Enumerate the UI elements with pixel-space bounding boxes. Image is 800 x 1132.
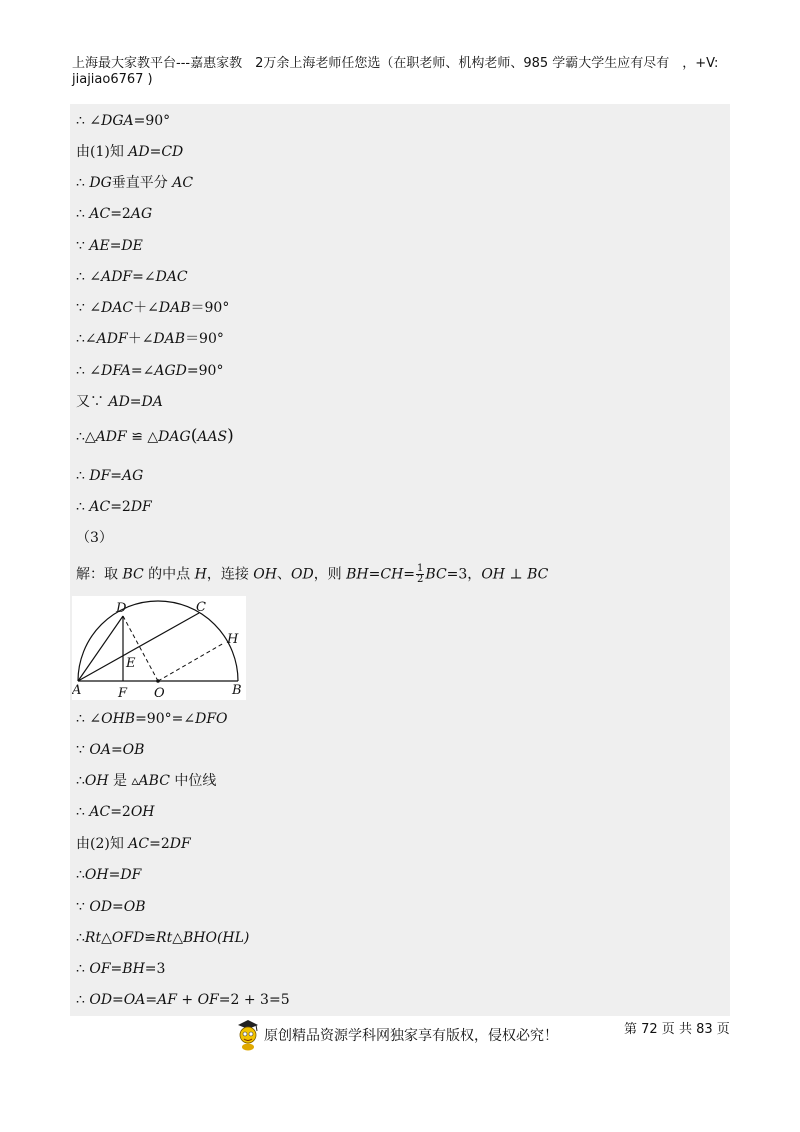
label-E: E	[126, 656, 136, 671]
text: ∴	[76, 773, 85, 789]
label-B: B	[232, 683, 242, 698]
proof-line	[76, 991, 290, 1009]
text: (	[190, 426, 198, 446]
proof-line	[76, 835, 191, 853]
text: 的中点	[143, 566, 195, 583]
math: BC	[527, 566, 549, 583]
fraction-numerator: 1	[417, 563, 424, 574]
text: ∴	[76, 992, 90, 1008]
text: ∴	[76, 468, 90, 484]
proof-line	[76, 143, 183, 161]
text: ∴	[76, 331, 85, 347]
proof-line	[76, 268, 188, 286]
text: 又∵	[76, 394, 109, 410]
math: OD=OA=AF	[89, 992, 177, 1008]
proof-line	[76, 710, 228, 728]
math: BC	[122, 566, 144, 583]
math: AC	[89, 206, 111, 222]
text: 由(2)知	[76, 836, 129, 852]
proof-line	[76, 741, 144, 759]
math: ∠DFO	[183, 711, 228, 727]
text: 是 ▵	[108, 773, 139, 789]
math: DG	[89, 175, 112, 191]
text: =2	[149, 836, 170, 852]
math: AC	[128, 836, 150, 852]
proof-line	[76, 362, 223, 380]
text: ＝90°	[185, 331, 224, 347]
math: OH	[481, 566, 505, 583]
header-line-2: jiajiao6767 )	[72, 72, 153, 87]
math: ∠DAB	[141, 331, 186, 347]
math: BHO(HL)	[182, 930, 250, 946]
text: ∴	[76, 930, 85, 946]
text: △	[172, 930, 183, 946]
math: AC	[172, 175, 194, 191]
graduate-mascot-icon	[236, 1019, 260, 1051]
text: ，连接	[206, 566, 254, 583]
copyright-text: 原创精品资源学科网独家享有版权，侵权必究！	[264, 1028, 558, 1044]
copyright-notice	[236, 1018, 558, 1052]
math: AD=DA	[108, 394, 163, 410]
text: ∵	[76, 742, 90, 758]
solution-content	[70, 104, 730, 1016]
text: 由(1)知	[76, 144, 129, 160]
text: △	[101, 930, 112, 946]
header-line-1: 上海最大家教平台---嘉惠家教 2万余上海老师任您选（在职老师、机构老师、985 学霸大学生应有尽有 ，+V:	[72, 56, 719, 71]
proof-line	[76, 803, 155, 821]
text: （3）	[76, 530, 113, 546]
proof-line	[76, 929, 249, 947]
label-C: C	[196, 600, 206, 615]
math: DAG	[158, 429, 191, 445]
math: ADF	[95, 429, 127, 445]
math: AC	[89, 804, 111, 820]
math: AE=DE	[89, 238, 143, 254]
text: ⊥	[505, 566, 528, 583]
math: OD	[290, 566, 314, 583]
semicircle-diagram	[72, 596, 246, 700]
segment-AC	[78, 613, 199, 681]
page-header	[72, 56, 732, 88]
dashed-OH	[158, 643, 224, 681]
text: ＋	[133, 300, 148, 316]
math: AAS	[197, 429, 228, 445]
proof-line	[76, 960, 165, 978]
solution-line	[76, 564, 548, 585]
math: OH	[253, 566, 277, 583]
math: OH	[130, 804, 155, 820]
proof-line	[76, 299, 229, 317]
text: ∴	[76, 175, 90, 191]
text: ∵	[76, 300, 90, 316]
math: ABC	[138, 773, 170, 789]
math: Rt	[156, 930, 173, 946]
fraction-one-half	[416, 564, 424, 585]
math: OH	[84, 773, 109, 789]
math: DF	[130, 499, 152, 515]
text: ∴	[76, 269, 90, 285]
math: ∠DAB	[147, 300, 191, 316]
dashed-DO	[123, 616, 158, 681]
text: ∴	[76, 363, 90, 379]
math: BH=CH	[346, 566, 404, 583]
math: ∠DGA	[89, 113, 134, 129]
math: OFD	[111, 930, 145, 946]
geometry-figure	[72, 596, 246, 700]
text: ∴	[76, 961, 90, 977]
text: =2	[110, 206, 131, 222]
text: ＝90°	[190, 300, 230, 316]
text: +	[176, 992, 198, 1008]
math: OF=BH	[89, 961, 145, 977]
label-A: A	[72, 683, 82, 698]
proof-line	[76, 174, 193, 192]
text: 垂直平分	[111, 175, 173, 191]
math: ∠ADF	[84, 331, 128, 347]
text: ≌	[144, 930, 157, 946]
text: ∴	[76, 867, 85, 883]
text: ∴	[76, 206, 90, 222]
proof-line	[76, 330, 224, 348]
math: OD=OB	[89, 899, 146, 915]
text: ∵	[76, 238, 90, 254]
math: ∠DFA=∠AGD	[89, 363, 187, 379]
text: ∴	[76, 113, 90, 129]
proof-line	[76, 205, 152, 223]
text: 解：取	[76, 566, 123, 583]
math: BC	[425, 566, 447, 583]
text: =90°=	[135, 711, 184, 727]
label-O: O	[154, 686, 165, 700]
text: ∴	[76, 804, 90, 820]
proof-line	[76, 112, 170, 130]
text: 、	[276, 566, 291, 583]
math: H	[194, 566, 207, 583]
math: OH=DF	[84, 867, 142, 883]
text: =90°	[133, 113, 171, 129]
text: =90°	[186, 363, 224, 379]
proof-line	[76, 898, 146, 916]
math: ∠DAC	[89, 300, 134, 316]
text: ＋	[127, 331, 142, 347]
text: =	[403, 566, 416, 583]
fraction-denominator: 2	[417, 574, 424, 585]
page-number: 第 72 页 共 83 页	[624, 1022, 730, 1037]
text: ∴△	[76, 429, 96, 445]
text: =3	[144, 961, 166, 977]
semicircle-arc	[78, 601, 238, 681]
label-F: F	[118, 686, 128, 700]
math: OA=OB	[89, 742, 145, 758]
label-H: H	[227, 632, 239, 647]
math: AD=CD	[128, 144, 184, 160]
math: DF=AG	[89, 468, 144, 484]
proof-line	[76, 866, 141, 884]
proof-line	[76, 772, 216, 790]
proof-line	[76, 427, 234, 446]
math: Rt	[84, 930, 102, 946]
text: )	[227, 426, 234, 446]
math: ∠ADF=∠DAC	[89, 269, 188, 285]
math: ∠OHB	[89, 711, 136, 727]
proof-line	[76, 467, 143, 485]
label-D: D	[116, 601, 127, 616]
text: ≌ △	[126, 429, 159, 445]
math: DF	[169, 836, 191, 852]
text: ，则	[313, 566, 347, 583]
text: =3，	[446, 566, 482, 583]
proof-line	[76, 393, 163, 411]
text: ∴	[76, 711, 90, 727]
math: OF	[197, 992, 219, 1008]
text: =2	[110, 499, 131, 515]
math: AC	[89, 499, 111, 515]
proof-line	[76, 529, 113, 547]
proof-line	[76, 237, 143, 255]
text: =2 + 3=5	[218, 992, 290, 1008]
text: ∵	[76, 899, 90, 915]
math: AG	[130, 206, 153, 222]
text: ∴	[76, 499, 90, 515]
text: =2	[110, 804, 131, 820]
text: 中位线	[169, 773, 217, 789]
point-O	[156, 679, 160, 683]
proof-line	[76, 498, 152, 516]
